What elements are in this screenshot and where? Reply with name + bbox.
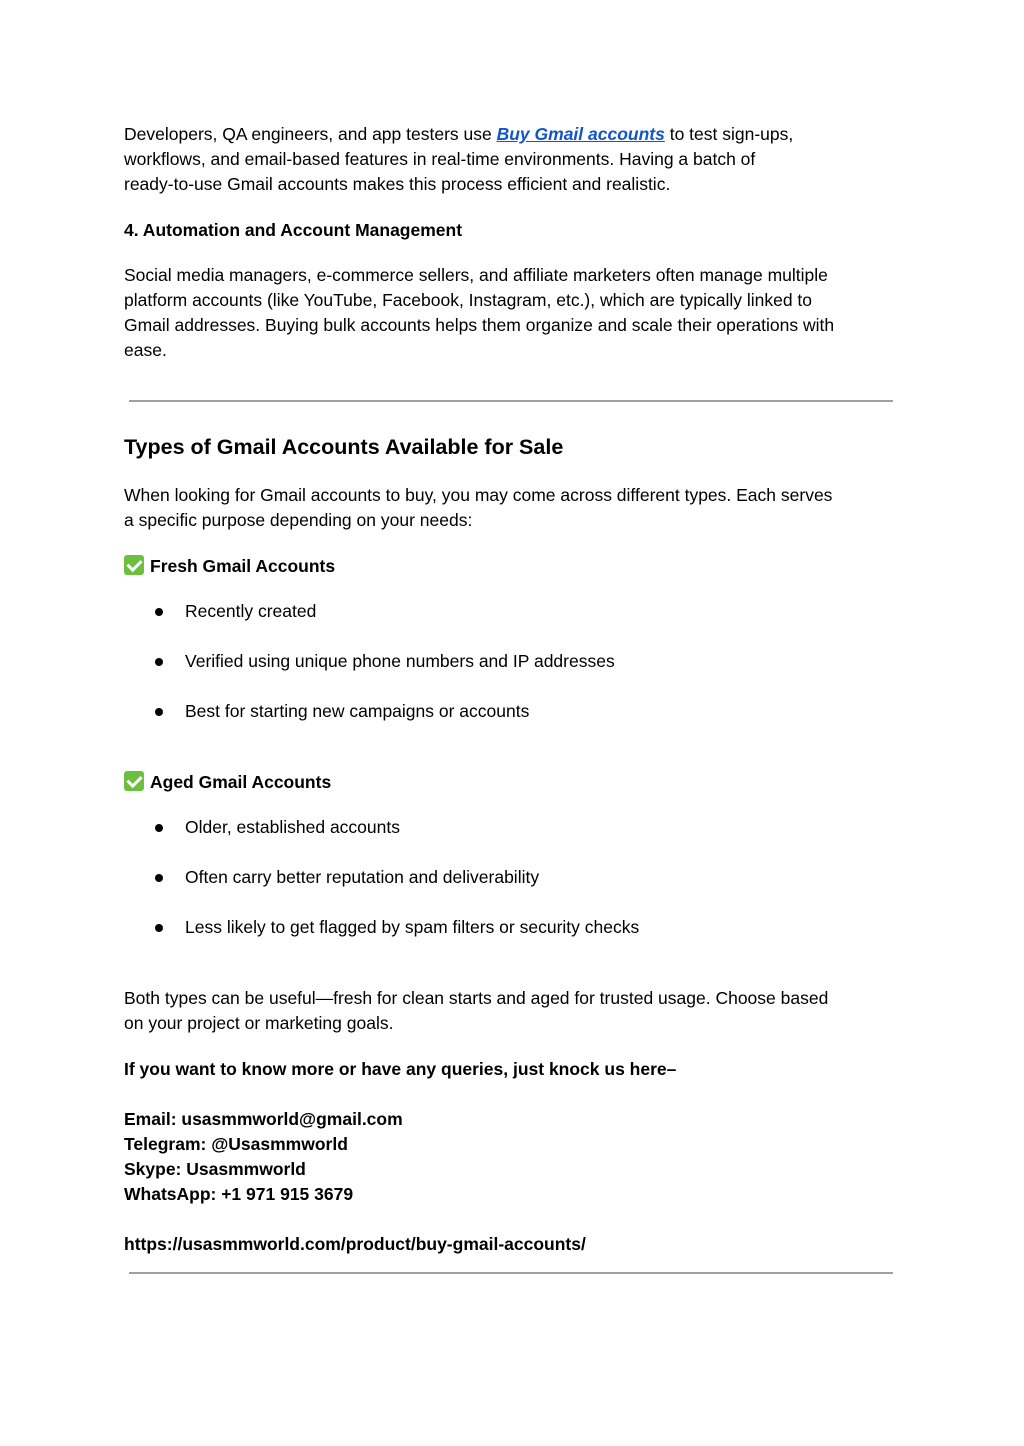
- contact-skype[interactable]: Skype: Usasmmworld: [124, 1159, 306, 1179]
- summary-paragraph: Both types can be useful—fresh for clean starts and aged for trusted usage. Choose based on your project or marketing goals.: [124, 988, 829, 1033]
- buy-gmail-accounts-link[interactable]: Buy Gmail accounts: [496, 124, 665, 144]
- types-heading: Types of Gmail Accounts Available for Sale: [124, 435, 564, 459]
- check-mark-button-icon: [124, 555, 144, 575]
- bullet-icon: [155, 874, 163, 882]
- product-url-link[interactable]: https://usasmmworld.com/product/buy-gmail-accounts/: [124, 1234, 586, 1254]
- types-intro-paragraph: When looking for Gmail accounts to buy, you may come across different types. Each serves a specific purpose depending on your needs:: [124, 485, 833, 530]
- aged-accounts-heading: Aged Gmail Accounts: [124, 770, 894, 795]
- contact-intro: If you want to know more or have any queries, just knock us here–: [124, 1059, 677, 1079]
- fresh-accounts-heading: Fresh Gmail Accounts: [124, 554, 894, 579]
- bullet-icon: [155, 608, 163, 616]
- automation-paragraph: Social media managers, e-commerce sellers, and affiliate marketers often manage multiple platform accounts (like YouTube, Facebook, Instagram, etc.), which are typically linked to Gmail addresses. Buying bulk accounts helps them organize and scale their operations with ease.: [124, 265, 835, 360]
- bullet-icon: [155, 924, 163, 932]
- bullet-icon: [155, 708, 163, 716]
- divider: [129, 1272, 893, 1274]
- bullet-icon: [155, 658, 163, 666]
- bullet-icon: [155, 824, 163, 832]
- contact-whatsapp[interactable]: WhatsApp: +1 971 915 3679: [124, 1184, 354, 1204]
- section-heading-automation: 4. Automation and Account Management: [124, 220, 463, 240]
- contact-block: [124, 1057, 894, 1257]
- contact-telegram[interactable]: Telegram: @Usasmmworld: [124, 1134, 348, 1154]
- intro-paragraph: Developers, QA engineers, and app testers use Buy Gmail accounts to test sign-ups, workflows, and email-based features in real-time environments. Having a batch of ready-to-use Gmail accounts makes this process efficient and realistic.: [124, 124, 794, 194]
- divider: [129, 400, 893, 402]
- contact-email[interactable]: Email: usasmmworld@gmail.com: [124, 1109, 403, 1129]
- check-mark-button-icon: [124, 771, 144, 791]
